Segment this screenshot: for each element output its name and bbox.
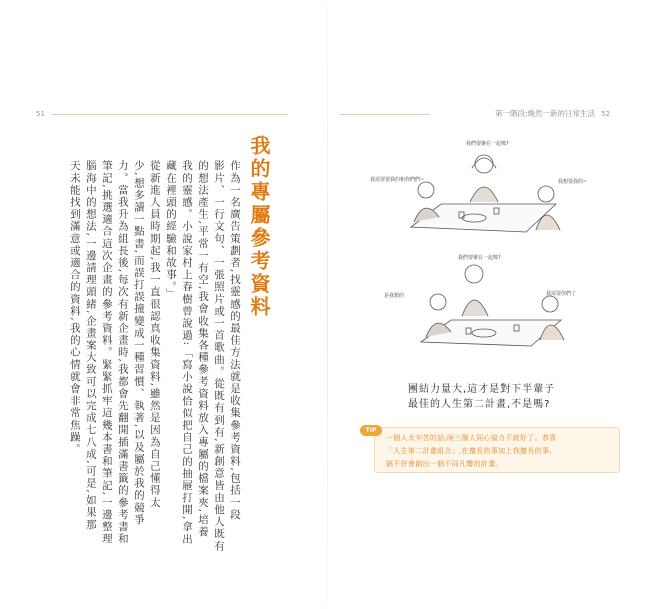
illustration-caption [408,382,555,412]
tip-line: 搞不好會創出一個不同凡響的計畫。 [386,460,503,468]
body-text [40,160,241,553]
left-page [0,0,327,609]
person-head [418,182,434,198]
body-column: 從新進人員時期起,我一直很認真收集資料,雖然是因為自己懂得太 [148,160,161,509]
illustration-drawing [366,132,606,362]
body-column: 腦海中的想法,一邊請理頭緒,企畫案大致可以完成七八成,可是,如果那 [84,160,97,531]
body-column: 力。當我升為組長後,每次有新企畫時,我都會先翻開插滿書籤的參考書和 [116,160,129,545]
person-body [462,300,488,316]
body-column: 天未能找到滿意或適合的資料,我的心情就會非常焦躁。 [68,160,81,456]
person-head [465,265,483,283]
body-column: 藏在裡頭的經驗和故事。」 [164,160,177,300]
illustration [366,132,606,362]
speech-bubble: 我們要聚在一起嗎? [466,141,509,147]
body-column: 筆記,挑選適合這次企畫的參考資料。緊緊抓牢這幾本書和筆記,一邊整理 [100,160,113,545]
tip-line: 「人生第二計畫組合」,在擅長的事加上我擅長的事, [386,447,552,455]
speech-bubble: 我需要你們了 [546,291,577,297]
speech-bubble: 我們要聚在一起嗎? [458,255,501,261]
person-head [542,296,558,312]
body-column: 少,想多讀一點書,而誤打誤撞變成一種習慣、執著,以及屬於我的競爭 [132,160,145,526]
running-head: 第一階段:煥然一新的日常生活 [494,109,595,118]
left-header-rule [52,114,288,115]
tip-line: 一個人太辛苦的話,兩三個人同心協力不就好了。恭喜 [386,434,557,442]
person-head [538,186,554,202]
person-body [470,187,498,202]
speech-bubble: 是我想的 [384,293,405,299]
right-page-number: 52 [601,110,610,118]
chapter-title: 我的專屬參考資料 [247,135,271,319]
person-head [430,294,446,310]
left-page-number: 51 [36,110,45,118]
body-column: 的想法產生,平常一有空,我會收集各種參考資料放入專屬的檔案夾,培養 [196,160,209,538]
right-page [328,0,655,609]
speech-bubble: 我需要要我的和你們們~ [370,177,425,183]
body-column: 作為一名廣告策劃者,找靈感的最佳方法就是收集參考資料,包括一段 [229,160,241,521]
caption-line: 最佳的人生第二計畫,不是嗎? [408,399,551,410]
right-header-rule [340,114,430,115]
caption-line: 團結力量大,這才是對下半輩子 [408,384,556,395]
speech-bubble: 我想要我的~ [558,179,588,185]
tip-badge: TIP [360,425,382,436]
body-column: 影片、一行文句、一張照片或一首歌曲。從既有到有,新創意皆由他人既有 [212,160,225,553]
body-column: 我的靈感。小說家村上春樹曾說過:「寫小說恰似把自己的抽屜打開,拿出 [180,160,193,546]
